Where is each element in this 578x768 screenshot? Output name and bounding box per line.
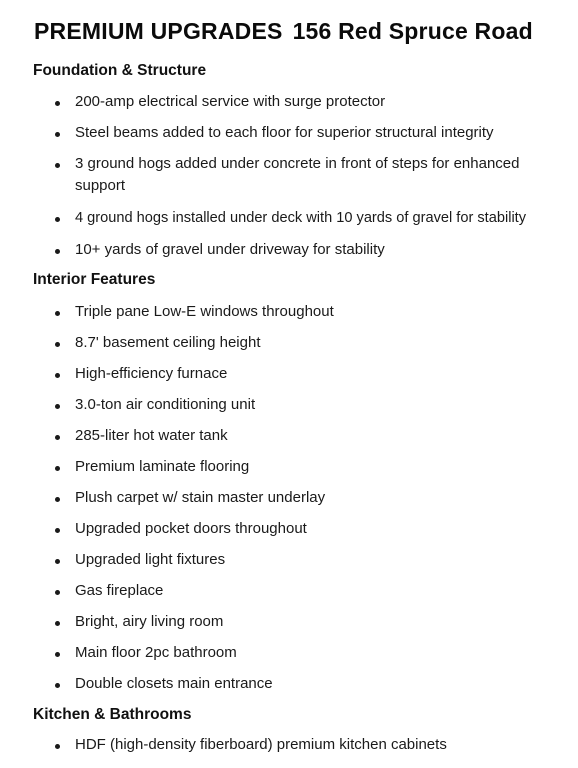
list-item-text: 3 ground hogs added under concrete in front of steps for enhanced support [75,155,520,194]
list-item-text: Upgraded light fixtures [75,551,226,568]
bullet-icon [55,590,60,595]
list-item [55,363,570,385]
list-item-text: 4 ground hogs installed under deck with 10 yards of gravel for stability [75,210,527,226]
list-item-text: Upgraded pocket doors throughout [75,520,307,537]
bullet-icon [55,342,60,347]
bullet-icon [55,497,60,502]
list-item-text: High-efficiency furnace [75,365,228,382]
bullet-icon [55,621,60,626]
list-item [55,673,570,695]
list-item [55,549,570,571]
bullet-icon [55,683,60,688]
list-item-text: Plush carpet w/ stain master underlay [75,489,326,506]
list-item-text: Premium laminate flooring [75,458,250,475]
bullet-icon [55,652,60,657]
bullet-icon [55,132,60,137]
bullet-icon [55,311,60,316]
list-item-text: 3.0-ton air conditioning unit [75,396,256,413]
bullet-icon [55,249,60,254]
list-item [55,425,570,447]
list-item [55,301,570,323]
list-item [55,487,570,509]
bullet-icon [55,101,60,106]
bullet-icon [55,466,60,471]
list-item-text: 285-liter hot water tank [75,427,228,444]
list-item [55,518,570,540]
page-title-main: PREMIUM UPGRADES [34,18,283,44]
list-item-text: Double closets main entrance [75,675,273,692]
list-item-text: 8.7' basement ceiling height [75,334,261,351]
bullet-icon [55,373,60,378]
list-item [55,122,570,144]
bullet-icon [55,744,60,749]
list-item-text: 10+ yards of gravel under driveway for stability [75,241,385,258]
list-item-text: Gas fireplace [75,582,164,599]
list-item [55,91,570,113]
list-item-text: Bright, airy living room [75,613,224,630]
bullet-icon [55,404,60,409]
list-item [55,734,570,756]
list-item [55,332,570,354]
list-item [55,239,570,261]
list-item-text: HDF (high-density fiberboard) premium kitchen cabinets [75,736,447,753]
list-item [55,456,570,478]
section-heading-interior: Interior Features [33,271,156,288]
section-heading-foundation: Foundation & Structure [33,62,207,79]
page-title-address: 156 Red Spruce Road [292,18,533,44]
list-item-text: Steel beams added to each floor for superior structural integrity [75,124,494,141]
page-title [34,18,574,45]
list-item [55,153,545,197]
list-item [55,207,570,229]
list-item-text: 200-amp electrical service with surge protector [75,93,386,110]
list-item-text: Triple pane Low-E windows throughout [75,303,334,320]
list-item [55,394,570,416]
bullet-icon [55,435,60,440]
bullet-icon [55,163,60,168]
list-item [55,642,570,664]
list-item [55,580,570,602]
bullet-icon [55,559,60,564]
list-item-text: Main floor 2pc bathroom [75,644,237,661]
list-item [55,611,570,633]
section-heading-kitchen: Kitchen & Bathrooms [33,706,192,723]
bullet-icon [55,217,60,222]
bullet-icon [55,528,60,533]
